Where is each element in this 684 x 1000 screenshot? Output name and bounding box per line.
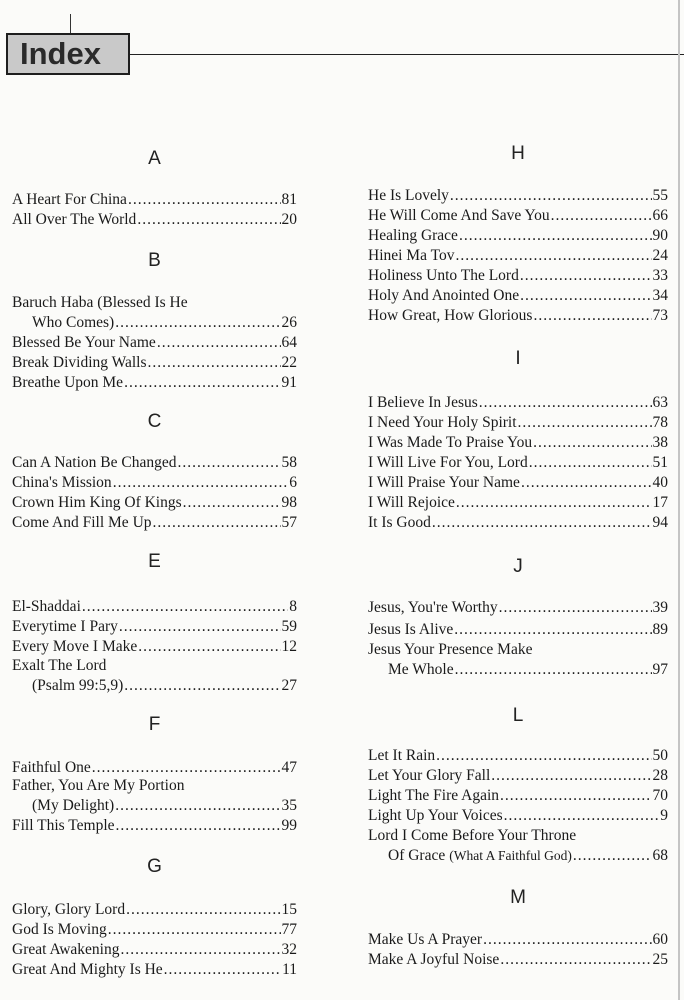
dot-leader: [137, 210, 280, 230]
dot-leader: [518, 413, 652, 433]
index-entry: [368, 930, 668, 950]
entry-title: How Great, How Glorious: [368, 307, 533, 324]
entry-title: Great Awakening: [12, 941, 120, 958]
entry-page-number: 50: [652, 747, 668, 764]
dot-leader: [115, 796, 280, 816]
entry-page-number: 6: [289, 474, 297, 491]
section-letter: G: [147, 856, 162, 877]
dot-leader: [92, 758, 281, 778]
dot-leader: [128, 190, 281, 210]
entry-page-number: 8: [289, 598, 297, 615]
entry-title: Light The Fire Again: [368, 787, 500, 804]
entry-page-number: 57: [281, 514, 297, 531]
entry-page-number: 27: [281, 677, 297, 694]
dot-leader: [82, 597, 288, 617]
entry-title: Great And Mighty Is He: [12, 961, 163, 978]
index-entry: [12, 513, 297, 533]
dot-leader: [529, 453, 652, 473]
entry-page-number: 12: [281, 638, 297, 655]
entry-title: Exalt The Lord: [12, 657, 107, 674]
entry-title: Father, You Are My Portion: [12, 777, 185, 794]
entry-title: Hinei Ma Tov: [368, 247, 455, 264]
entry-page-number: 64: [281, 334, 297, 351]
dot-leader: [459, 226, 652, 246]
entry-title: I Will Live For You, Lord: [368, 454, 528, 471]
index-entry: [12, 473, 297, 493]
dot-leader: [456, 493, 652, 513]
index-entry: [12, 493, 297, 513]
index-entry: [368, 846, 668, 866]
entry-title: Make A Joyful Noise: [368, 951, 500, 968]
dot-leader: [138, 637, 280, 657]
entry-page-number: 98: [281, 494, 297, 511]
dot-leader: [157, 333, 281, 353]
entry-title: Jesus, You're Worthy: [368, 599, 498, 616]
section-letter: B: [148, 250, 161, 271]
section-letter: C: [147, 411, 162, 432]
entry-page-number: 60: [652, 931, 668, 948]
dot-leader: [483, 930, 651, 950]
entry-page-number: 11: [282, 961, 297, 978]
entry-page-number: 63: [652, 394, 668, 411]
dot-leader: [120, 940, 280, 960]
dot-leader: [504, 806, 660, 826]
entry-page-number: 9: [660, 807, 668, 824]
section-letter: L: [512, 705, 524, 726]
entry-page-number: 51: [652, 454, 668, 471]
entry-title: Holy And Anointed One: [368, 287, 520, 304]
section-letter: J: [513, 556, 523, 577]
dot-leader: [108, 920, 281, 940]
index-entry: [12, 960, 297, 980]
dot-leader: [520, 286, 651, 306]
entry-page-number: 94: [652, 514, 668, 531]
entry-title: (Psalm 99:5,9): [32, 677, 124, 694]
entry-title: Lord I Come Before Your Throne: [368, 827, 577, 844]
entry-title: Crown Him King Of Kings: [12, 494, 182, 511]
entry-title: Fill This Temple: [12, 817, 115, 834]
entry-page-number: 73: [652, 307, 668, 324]
index-entry: [12, 353, 297, 373]
index-entry: [368, 598, 668, 618]
page-title: Index: [6, 33, 130, 75]
entry-title: Faithful One: [12, 759, 91, 776]
entry-title: It Is Good: [368, 514, 431, 531]
index-entry: [12, 637, 297, 657]
dot-leader: [183, 493, 281, 513]
entry-title: Jesus Your Presence Make: [368, 641, 533, 658]
dot-leader: [520, 266, 652, 286]
index-entry: [12, 920, 297, 940]
dot-leader: [126, 900, 280, 920]
page-edge: [678, 0, 680, 1000]
dot-leader: [491, 766, 651, 786]
index-entry: [12, 816, 297, 836]
dot-leader: [521, 473, 652, 493]
index-entry: [368, 266, 668, 286]
index-entry: [368, 513, 668, 533]
dot-leader: [500, 786, 651, 806]
entry-title: Come And Fill Me Up: [12, 514, 152, 531]
index-entry: [12, 758, 297, 778]
entry-title: Of Grace: [388, 847, 446, 864]
section-letter: M: [510, 887, 526, 908]
dot-leader: [124, 373, 280, 393]
index-entry: [12, 676, 297, 696]
entry-title: Glory, Glory Lord: [12, 901, 126, 918]
entry-page-number: 25: [652, 951, 668, 968]
entry-title: Blessed Be Your Name: [12, 334, 156, 351]
dot-leader: [177, 453, 280, 473]
index-entry: [12, 900, 297, 920]
entry-page-number: 99: [281, 817, 297, 834]
entry-title: Break Dividing Walls: [12, 354, 147, 371]
section-letter: F: [148, 714, 161, 735]
entry-page-number: 22: [281, 354, 297, 371]
entry-page-number: 68: [652, 847, 668, 864]
entry-page-number: 55: [652, 187, 668, 204]
entry-title: Healing Grace: [368, 227, 458, 244]
index-entry: [368, 620, 668, 640]
entry-title: Can A Nation Be Changed: [12, 454, 177, 471]
dot-leader: [533, 306, 651, 326]
index-entry: [12, 373, 297, 393]
index-entry: [368, 660, 668, 680]
dot-leader: [573, 846, 652, 866]
index-entry: [368, 766, 668, 786]
dot-leader: [119, 617, 281, 637]
entry-title: I Believe In Jesus: [368, 394, 478, 411]
entry-page-number: 89: [652, 621, 668, 638]
entry-title: Jesus Is Alive: [368, 621, 454, 638]
entry-title: Baruch Haba (Blessed Is He: [12, 294, 188, 311]
entry-title: Me Whole: [388, 661, 454, 678]
index-entry: [368, 746, 668, 766]
entry-title: All Over The World: [12, 211, 137, 228]
index-entry: [368, 786, 668, 806]
index-entry: [12, 453, 297, 473]
dot-leader: [455, 660, 652, 680]
entry-title: Everytime I Pary: [12, 618, 118, 635]
entry-page-number: 38: [652, 434, 668, 451]
entry-page-number: 70: [652, 787, 668, 804]
index-entry: [368, 226, 668, 246]
entry-title: Let It Rain: [368, 747, 436, 764]
entry-title: Light Up Your Voices: [368, 807, 503, 824]
dot-leader: [432, 513, 652, 533]
dot-leader: [479, 393, 652, 413]
dot-leader: [500, 950, 651, 970]
entry-title: He Will Come And Save You: [368, 207, 550, 224]
index-entry: [12, 210, 297, 230]
entry-page-number: 33: [652, 267, 668, 284]
entry-title: El-Shaddai: [12, 598, 81, 615]
entry-page-number: 97: [652, 661, 668, 678]
index-entry: [12, 940, 297, 960]
dot-leader: [454, 620, 651, 640]
entry-title: (My Delight): [32, 797, 115, 814]
dot-leader: [164, 960, 281, 980]
index-entry: [368, 433, 668, 453]
index-entry: [368, 453, 668, 473]
index-entry: [368, 306, 668, 326]
entry-page-number: 77: [281, 921, 297, 938]
header-rule: [130, 54, 684, 55]
entry-page-number: 15: [281, 901, 297, 918]
index-entry: [368, 493, 668, 513]
entry-title: I Need Your Holy Spirit: [368, 414, 517, 431]
index-entry: [12, 597, 297, 617]
entry-page-number: 34: [652, 287, 668, 304]
index-entry: [12, 313, 297, 333]
index-entry: [368, 246, 668, 266]
index-entry: [368, 186, 668, 206]
index-entry: [12, 190, 297, 210]
section-letter: E: [148, 551, 161, 572]
index-entry: [368, 393, 668, 413]
entry-title: He Is Lovely: [368, 187, 449, 204]
dot-leader: [153, 513, 281, 533]
entry-page-number: 81: [281, 191, 297, 208]
entry-title: Breathe Upon Me: [12, 374, 124, 391]
entry-title: Every Move I Make: [12, 638, 138, 655]
entry-page-number: 17: [652, 494, 668, 511]
entry-page-number: 26: [281, 314, 297, 331]
entry-title: Let Your Glory Fall: [368, 767, 491, 784]
entry-title: Who Comes): [32, 314, 115, 331]
index-entry: [368, 206, 668, 226]
dot-leader: [124, 676, 280, 696]
index-entry: [368, 806, 668, 826]
section-letter: H: [511, 143, 525, 164]
entry-page-number: 32: [281, 941, 297, 958]
entry-page-number: 90: [652, 227, 668, 244]
entry-page-number: 24: [652, 247, 668, 264]
dot-leader: [533, 433, 651, 453]
dot-leader: [551, 206, 652, 226]
entry-title: China's Mission: [12, 474, 112, 491]
entry-title: God Is Moving: [12, 921, 107, 938]
index-entry: [12, 617, 297, 637]
dot-leader: [455, 246, 651, 266]
entry-title: Holiness Unto The Lord: [368, 267, 519, 284]
entry-page-number: 28: [652, 767, 668, 784]
entry-page-number: 20: [281, 211, 297, 228]
dot-leader: [115, 313, 280, 333]
index-entry: [368, 473, 668, 493]
dot-leader: [436, 746, 651, 766]
entry-page-number: 78: [652, 414, 668, 431]
entry-title: I Will Praise Your Name: [368, 474, 520, 491]
section-letter: A: [148, 148, 161, 169]
dot-leader: [499, 598, 652, 618]
entry-page-number: 40: [652, 474, 668, 491]
dot-leader: [113, 473, 289, 493]
entry-title: A Heart For China: [12, 191, 127, 208]
section-letter: I: [515, 348, 521, 369]
entry-title: I Will Rejoice: [368, 494, 455, 511]
index-entry: [12, 796, 297, 816]
entry-page-number: 59: [281, 618, 297, 635]
entry-page-number: 58: [281, 454, 297, 471]
index-entry: [12, 333, 297, 353]
index-entry: [368, 286, 668, 306]
dot-leader: [148, 353, 281, 373]
entry-page-number: 66: [652, 207, 668, 224]
entry-page-number: 47: [281, 759, 297, 776]
entry-page-number: 35: [281, 797, 297, 814]
index-entry: [368, 950, 668, 970]
index-entry: [368, 413, 668, 433]
entry-title: Make Us A Prayer: [368, 931, 483, 948]
dot-leader: [116, 816, 281, 836]
entry-subtitle: (What A Faithful God): [449, 848, 572, 863]
dot-leader: [450, 186, 652, 206]
entry-page-number: 39: [652, 599, 668, 616]
entry-page-number: 91: [281, 374, 297, 391]
entry-title: I Was Made To Praise You: [368, 434, 533, 451]
